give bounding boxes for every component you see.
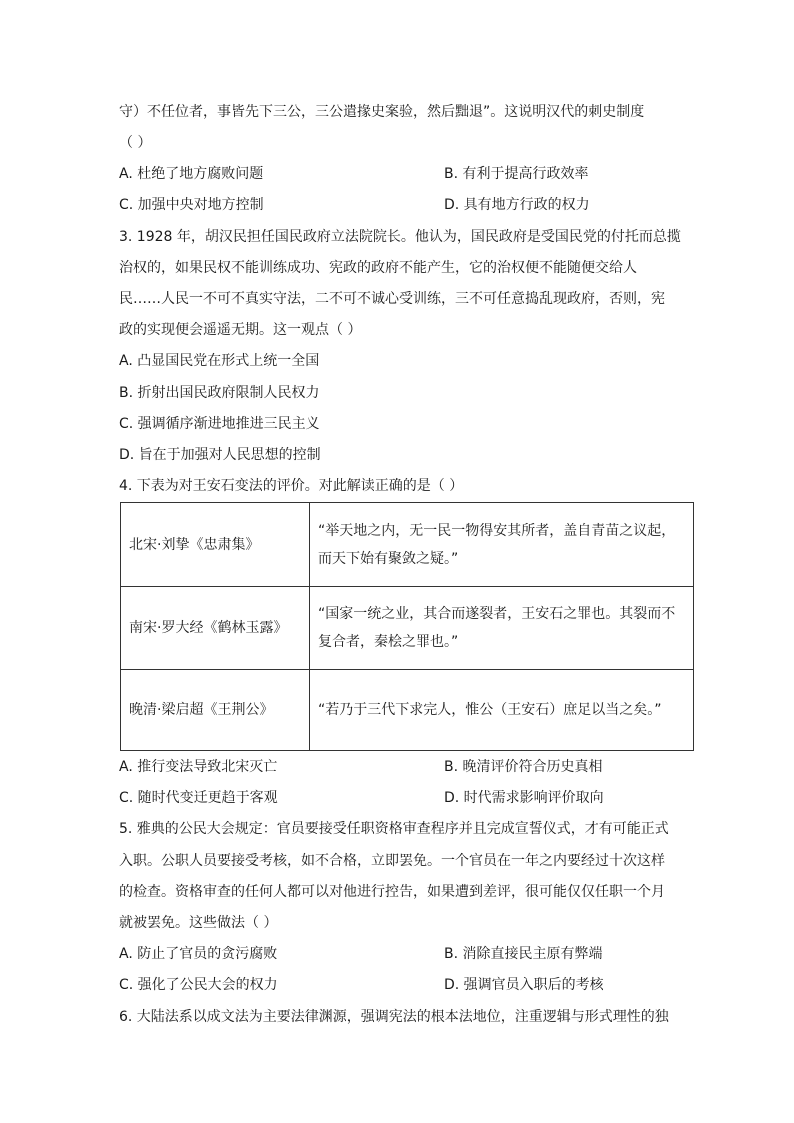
- q2-option-a[interactable]: A. 杜绝了地方腐败问题: [119, 166, 264, 182]
- table-cell-quote: [310, 670, 694, 751]
- q3-stem-line-4: 政的实现便会遥遥无期。这一观点（ ）: [119, 322, 362, 338]
- q5-option-c[interactable]: C. 强化了公民大会的权力: [119, 977, 278, 993]
- table-cell-source: 北宋·刘挚《忠肃集》: [121, 503, 310, 587]
- quote-line: 而天下始有聚敛之疑。”: [318, 550, 459, 567]
- table-cell-quote: [310, 503, 694, 587]
- q3-option-d[interactable]: D. 旨在于加强对人民思想的控制: [119, 447, 321, 463]
- quote-line: “国家一统之业，其合而遂裂者，王安石之罪也。其裂而不: [318, 606, 676, 622]
- table-row: [121, 670, 694, 751]
- q2-option-c[interactable]: C. 加强中央对地方控制: [119, 197, 264, 213]
- q5-stem-line-1: 5. 雅典的公民大会规定：官员要接受任职资格审查程序并且完成宣誓仪式，才有可能正式: [119, 821, 669, 837]
- q5-stem-line-3: 的检查。资格审查的任何人都可以对他进行控告，如果遭到差评，很可能仅仅任职一个月: [119, 884, 665, 900]
- table-cell-source: 晚清·梁启超《王荆公》: [121, 670, 310, 751]
- q5-option-b[interactable]: B. 消除直接民主原有弊端: [444, 946, 603, 962]
- q5-option-d[interactable]: D. 强调官员入职后的考核: [444, 977, 604, 993]
- q6-stem-line-1: 6. 大陆法系以成文法为主要法律渊源，强调宪法的根本法地位，注重逻辑与形式理性的独: [119, 1009, 669, 1025]
- table-cell-source: 南宋·罗大经《鹤林玉露》: [121, 587, 310, 670]
- quote-line: “举天地之内，无一民一物得安其所者，盖自青苗之议起，: [318, 522, 676, 539]
- q5-option-a[interactable]: A. 防止了官员的贪污腐败: [119, 946, 278, 962]
- q4-option-c[interactable]: C. 随时代变迁更趋于客观: [119, 790, 278, 806]
- quote-line: 复合者，秦桧之罪也。”: [318, 634, 459, 650]
- q4-option-a[interactable]: A. 推行变法导致北宋灭亡: [119, 759, 278, 775]
- q5-stem-line-4: 就被罢免。这些做法（ ）: [119, 915, 278, 931]
- q3-option-a[interactable]: A. 凸显国民党在形式上统一全国: [119, 353, 320, 369]
- q2-option-b[interactable]: B. 有利于提高行政效率: [444, 166, 589, 182]
- q3-option-b[interactable]: B. 折射出国民政府限制人民权力: [119, 385, 320, 401]
- quote-line: “若乃于三代下求完人，惟公（王安石）庶足以当之矣。”: [318, 702, 662, 718]
- q3-stem-line-2: 治权的，如果民权不能训练成功、宪政的政府不能产生，它的治权便不能随便交给人: [119, 260, 637, 276]
- q4-option-d[interactable]: D. 时代需求影响评价取向: [444, 790, 604, 806]
- q2-option-d[interactable]: D. 具有地方行政的权力: [444, 197, 590, 213]
- q3-option-c[interactable]: C. 强调循序渐进地推进三民主义: [119, 416, 320, 432]
- q3-stem-line-3: 民……人民一不可不真实守法，二不可不诚心受训练，三不可任意捣乱现政府，否则，宪: [119, 291, 665, 307]
- q4-option-b[interactable]: B. 晚清评价符合历史真相: [444, 759, 603, 775]
- q2-stem-line: 守）不任位者，事皆先下三公，三公遣掾史案验，然后黜退”。这说明汉代的刺史制度: [119, 104, 645, 120]
- q2-answer-paren: （ ）: [119, 135, 152, 151]
- table-cell-quote: [310, 587, 694, 670]
- q4-stem: 4. 下表为对王安石变法的评价。对此解读正确的是（ ）: [119, 478, 464, 494]
- table-row: [121, 503, 694, 587]
- table-row: [121, 587, 694, 670]
- q5-stem-line-2: 入职。公职人员要接受考核，如不合格，立即罢免。一个官员在一年之内要经过十次这样: [119, 853, 665, 869]
- q3-stem-line-1: 3. 1928 年，胡汉民担任国民政府立法院院长。他认为，国民政府是受国民党的付托而总揽: [119, 229, 681, 245]
- evaluation-table: [120, 502, 694, 751]
